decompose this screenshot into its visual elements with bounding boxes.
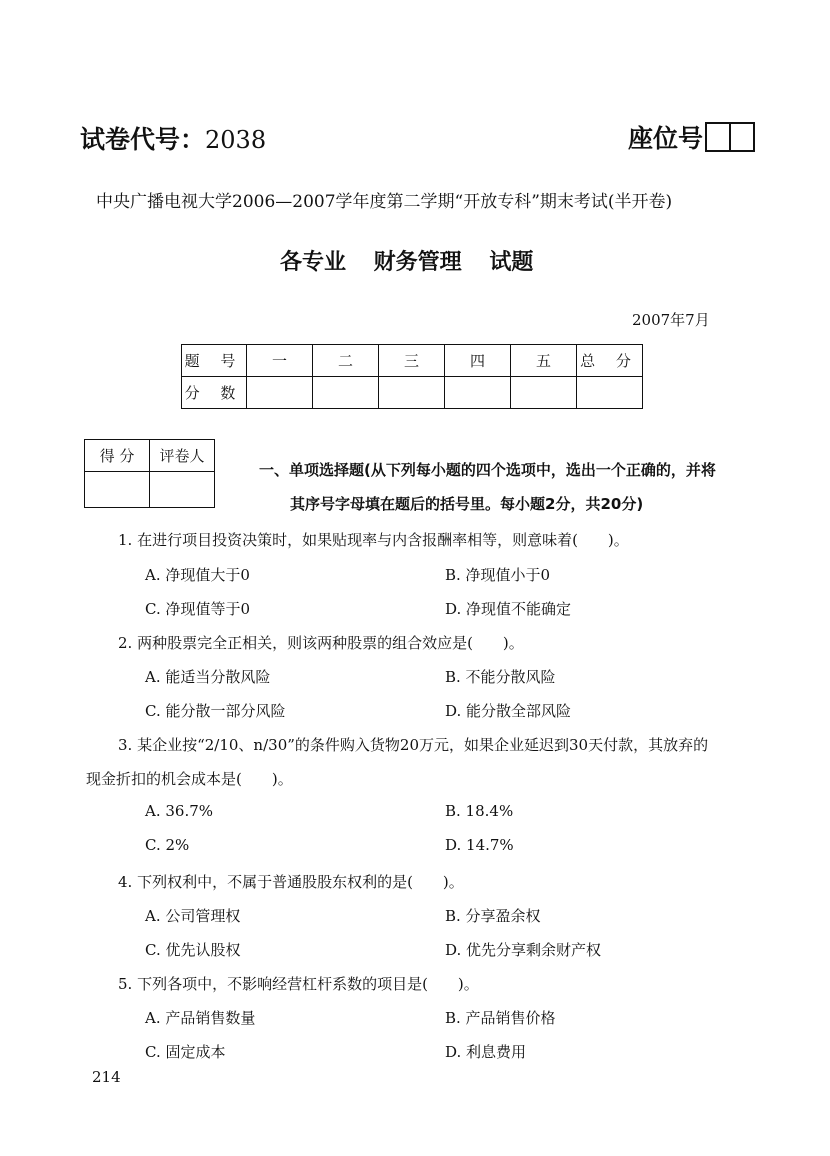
question-4-option-c[interactable]: C. 优先认股权 bbox=[145, 941, 241, 959]
grader-score-cell[interactable] bbox=[85, 472, 150, 508]
seat-boxes bbox=[705, 122, 755, 152]
exam-code-label: 试卷代号： bbox=[80, 125, 206, 154]
question-4-stem: 4. 下列权利中，不属于普通股股东权利的是( )。 bbox=[118, 873, 464, 891]
question-2-option-c[interactable]: C. 能分散一部分风险 bbox=[145, 702, 286, 720]
question-5-option-a[interactable]: A. 产品销售数量 bbox=[145, 1009, 256, 1027]
question-3-option-d[interactable]: D. 14.7% bbox=[445, 836, 514, 854]
score-header-cell: 一 bbox=[247, 345, 313, 377]
exam-title: 中央广播电视大学2006—2007学年度第二学期“开放专科”期末考试(半开卷) bbox=[96, 192, 673, 212]
question-3-stem-continued: 现金折扣的机会成本是( )。 bbox=[86, 770, 293, 788]
question-3-option-b[interactable]: B. 18.4% bbox=[445, 802, 514, 820]
seat-label: 座位号 bbox=[628, 124, 704, 153]
question-5-option-d[interactable]: D. 利息费用 bbox=[445, 1043, 527, 1061]
score-cell[interactable] bbox=[511, 377, 577, 409]
question-5-stem: 5. 下列各项中，不影响经营杠杆系数的项目是( )。 bbox=[118, 975, 479, 993]
page-number: 214 bbox=[92, 1068, 121, 1086]
section-title-line2: 其序号字母填在题后的括号里。每小题2分，共20分) bbox=[290, 495, 644, 513]
question-4-option-d[interactable]: D. 优先分享剩余财产权 bbox=[445, 941, 602, 959]
question-5-option-c[interactable]: C. 固定成本 bbox=[145, 1043, 226, 1061]
question-3-stem: 3. 某企业按“2/10、n/30”的条件购入货物20万元，如果企业延迟到30天付款，其放弃的 bbox=[118, 736, 709, 754]
score-cell[interactable] bbox=[445, 377, 511, 409]
question-1-option-b[interactable]: B. 净现值小于0 bbox=[445, 566, 551, 584]
question-1-stem: 1. 在进行项目投资决策时，如果贴现率与内含报酬率相等，则意味着( )。 bbox=[118, 531, 629, 549]
score-cell[interactable] bbox=[577, 377, 643, 409]
grader-header-grader: 评卷人 bbox=[150, 440, 215, 472]
score-header-cell: 二 bbox=[313, 345, 379, 377]
question-2-option-a[interactable]: A. 能适当分散风险 bbox=[145, 668, 271, 686]
grader-header-row bbox=[85, 440, 215, 472]
question-4-option-a[interactable]: A. 公司管理权 bbox=[145, 907, 241, 925]
seat-number bbox=[628, 119, 755, 155]
exam-code bbox=[80, 120, 266, 156]
score-table-score-row bbox=[182, 377, 643, 409]
grader-table bbox=[84, 439, 215, 508]
score-cell[interactable] bbox=[247, 377, 313, 409]
score-header-cell: 五 bbox=[511, 345, 577, 377]
score-table bbox=[181, 344, 643, 409]
score-row-label: 分 数 bbox=[182, 377, 247, 409]
seat-box[interactable] bbox=[705, 122, 731, 152]
section-title-line1: 一、单项选择题(从下列每小题的四个选项中，选出一个正确的，并将 bbox=[259, 461, 716, 479]
question-3-option-a[interactable]: A. 36.7% bbox=[145, 802, 214, 820]
score-cell[interactable] bbox=[313, 377, 379, 409]
question-5-option-b[interactable]: B. 产品销售价格 bbox=[445, 1009, 556, 1027]
exam-date: 2007年7月 bbox=[632, 311, 710, 329]
score-header-cell: 四 bbox=[445, 345, 511, 377]
grader-header-score: 得 分 bbox=[85, 440, 150, 472]
question-2-option-b[interactable]: B. 不能分散风险 bbox=[445, 668, 556, 686]
score-table-header-row bbox=[182, 345, 643, 377]
score-header-cell: 题 号 bbox=[182, 345, 247, 377]
question-2-stem: 2. 两种股票完全正相关，则该两种股票的组合效应是( )。 bbox=[118, 634, 524, 652]
question-2-option-d[interactable]: D. 能分散全部风险 bbox=[445, 702, 572, 720]
seat-box[interactable] bbox=[731, 122, 755, 152]
question-1-option-d[interactable]: D. 净现值不能确定 bbox=[445, 600, 572, 618]
score-header-cell: 三 bbox=[379, 345, 445, 377]
grader-name-cell[interactable] bbox=[150, 472, 215, 508]
question-1-option-a[interactable]: A. 净现值大于0 bbox=[145, 566, 250, 584]
question-1-option-c[interactable]: C. 净现值等于0 bbox=[145, 600, 251, 618]
subject-title: 各专业 财务管理 试题 bbox=[280, 250, 534, 275]
score-header-cell: 总 分 bbox=[577, 345, 643, 377]
question-3-option-c[interactable]: C. 2% bbox=[145, 836, 190, 854]
score-cell[interactable] bbox=[379, 377, 445, 409]
grader-blank-row bbox=[85, 472, 215, 508]
exam-code-number: 2038 bbox=[205, 126, 267, 154]
question-4-option-b[interactable]: B. 分享盈余权 bbox=[445, 907, 541, 925]
